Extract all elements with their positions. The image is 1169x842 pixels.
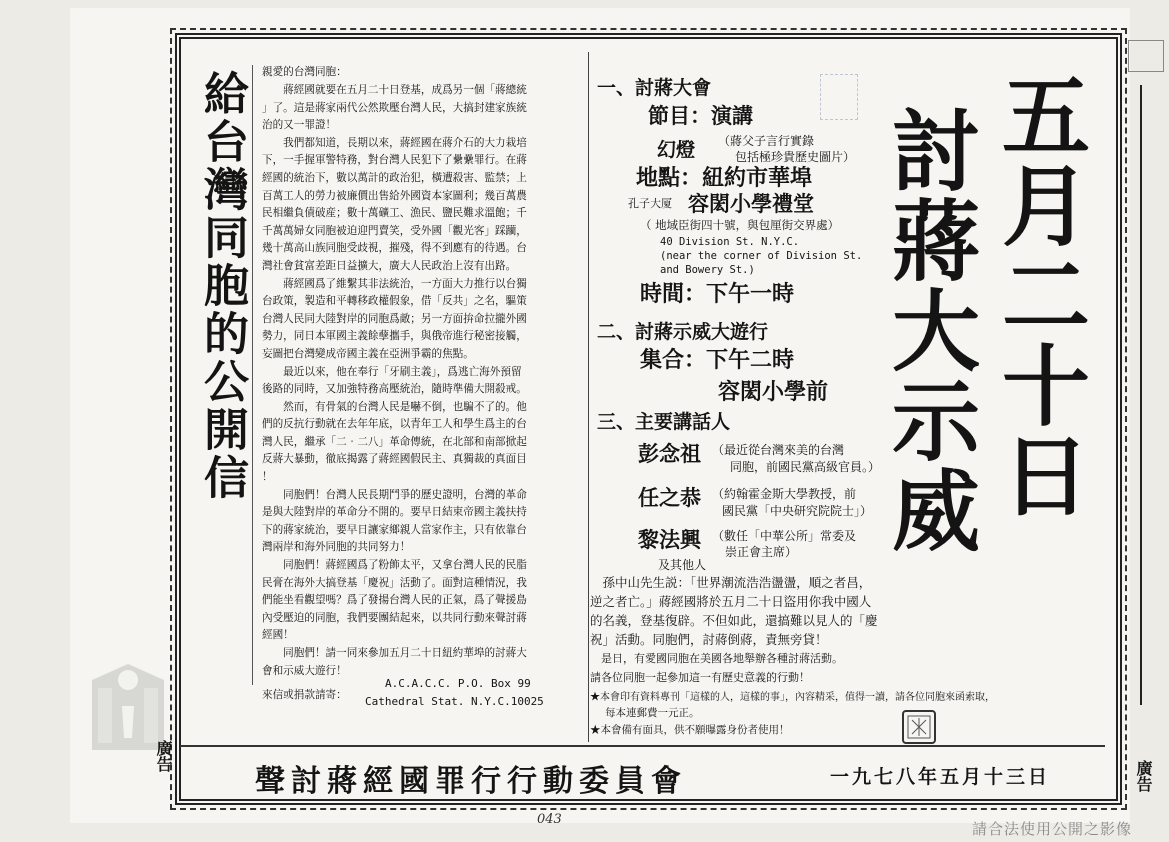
letter-line: 後路的同時，又加強特務高壓統治，隨時準備大開殺戒。 [262,383,527,396]
rally-venue: 地點：紐約市華埠 [636,165,813,191]
speakers-heading: 三、主要講話人 [597,411,731,433]
letter-line: 灣社會貧富差距日益擴大，廣大人民政治上沒有出路。 [262,259,517,272]
contact-block [262,683,347,705]
edge-rule [1140,85,1142,705]
letter-line: 同胞們！請一同來參加五月二十日紐約華埠的討蔣大 [262,647,527,659]
quote-line: 的名義，登基復辟。不但如此，還搞難以見人的「慶 [590,613,878,628]
letter-line: 台灣人民同大陸對岸的同胞爲敵；另一方面拚命拉攏外國 [262,312,527,325]
letter-line: 我們都知道，長期以來，蔣經國在蔣介石的大力栽培 [262,136,527,149]
letter-line: 同胞們！蔣經國爲了粉飾太平，又拿台灣人民的民脂 [262,559,527,572]
letter-line: 勢力，同日本軍國主義餘孽攜手，與俄帝進行秘密接觸， [262,330,527,343]
letter-line: 下的蔣家統治，要早日讓家鄉親人當家作主，只有依靠台 [262,523,527,536]
headline-column-1: 五月二十日 [988,70,1092,520]
letter-line: 內受壓迫的同胞，我們要團結起來，以共同行動來聲討蔣 [262,611,527,624]
letter-line: 台政策，製造和平轉移政權假象，借「反共」之名，驅策 [262,295,527,308]
quote-line: 請各位同胞一起參加這一有歷史意義的行動！ [590,671,810,684]
quote-line: 祝」活動。同胞們，討蔣倒蔣，責無旁貸！ [590,632,828,647]
seal-stamp-icon [900,708,938,746]
quote-block [590,573,890,687]
letter-line: 千萬萬婦女同胞被迫迎門賣笑，受外國「觀光客」踩躪， [262,224,527,237]
letter-greeting: 親愛的台灣同胞： [262,66,347,78]
speaker-name: 黎法興 [638,527,701,552]
notice-journal-line-1: ★本會印有資料專刊「這樣的人，這樣的事」，內容精采，值得一讀，請各位同胞來函索取， [590,692,995,703]
letter-line: 同胞們！台灣人民長期鬥爭的歷史證明，台灣的革命 [262,488,527,501]
letter-line: 然而，有骨氣的台灣人民是嚇不倒，也騙不了的。他 [262,400,527,413]
quote-line: 是日，有愛國同胞在美國各地舉辦各種討蔣活動。 [590,652,843,665]
letter-line: ！ [262,471,273,484]
rally-venue-name: 容閎小學禮堂 [688,191,814,216]
rally-slides-note-1: （蔣父子言行實錄 [718,134,815,148]
letter-line: 反蔣大暴動，徹底揭露了蔣經國假民主、真獨裁的真面目 [262,453,527,466]
speaker-note: 國民黨「中央研究院院士」） [722,504,873,518]
speaker-note: （最近從台灣來美的台灣 [712,443,845,457]
quote-line: 逆之者亡。」蔣經國將於五月二十日盜用你我中國人 [590,594,872,609]
rally-time: 時間：下午一時 [640,281,795,307]
speaker-note: 同胞，前國民黨高級官員。） [730,460,881,474]
rally-address-en-2: (near the corner of Division St. [660,250,863,262]
rally-address-en-3: and Bowery St.) [660,264,755,276]
letter-body [262,82,587,680]
speaker-note: （約翰霍金斯大學教授，前 [712,487,857,501]
committee-signature: 聲討蔣經國罪行行動委員會 [255,764,687,799]
letter-line: 蔣經國爲了維繫其非法統治，一方面大力推行以台獨 [262,277,527,290]
rally-venue-prefix: 孔子大厦 [628,197,672,210]
quote-line: 孫中山先生説：「世界潮流浩浩盪盪，順之者昌， [590,575,872,590]
page-number: 043 [537,812,562,827]
march-heading: 二、討蔣示威大遊行 [597,321,769,343]
march-place: 容閎小學前 [718,379,829,405]
contact-address-1: A.C.A.C.C. P.O. Box 99 [385,677,531,690]
edge-fragment [1128,40,1164,72]
speaker-note: 崇正會主席） [725,545,798,559]
letter-line: 」了。這是蔣家兩代公然欺壓台灣人民，大搞封建家族統 [262,101,527,114]
letter-line: 民膏在海外大搞登基「慶祝」活動了。面對這種情況，我 [262,576,527,589]
letter-line: 下，一手握軍警特務，對台灣人民犯下了纍纍罪行。在蔣 [262,154,527,167]
letter-line: 經國！ [262,629,294,642]
letter-line: 灣兩岸和海外同胞的共同努力！ [262,541,411,554]
publication-date: 一九七八年五月十三日 [830,766,1051,788]
rally-heading: 一、討蔣大會 [597,77,712,99]
letter-line: 治的又一罪證！ [262,119,337,132]
archive-usage-note: 請合法使用公開之影像 [972,820,1133,838]
title-rule [252,65,253,685]
letter-line: 最近以來，他在奉行「牙刷主義」，爲逃亡海外預留 [262,365,522,378]
rally-address-en-1: 40 Division St. N.Y.C. [660,236,800,248]
contact-label: 來信或捐款請寄： [262,689,347,701]
letter-line: 民相繼負債破産；數十萬礦工、漁民、鹽民難求溫飽；千 [262,207,527,220]
rally-slides: 幻燈 [657,139,696,161]
letter-line: 幾十萬高山族同胞受歧視，摧殘，得不到應有的待遇。台 [262,242,527,255]
notice-journal-line-2: 每本連郵費一元正。 [605,707,700,719]
speaker-name: 任之恭 [638,485,701,510]
stamp-number-mark [820,74,858,120]
speaker-note: （數任「中華公所」常委及 [712,529,857,543]
letter-line: 百萬工人的勞力被廉價出售給外國資本家圖利；幾百萬農 [262,189,527,202]
ad-label-left: 廣告 [154,740,173,772]
column-divider [588,52,589,742]
letter-line: 蔣經國就要在五月二十日登基，成爲另一個「蔣總統 [262,84,527,96]
letter-line: 妄圖把台灣變成帝國主義在亞洲爭霸的焦點。 [262,347,474,360]
letter-line: 們能坐看觀望嗎？爲了發揚台灣人民的正氣，爲了聲援島 [262,594,527,607]
speakers-others: 及其他人 [658,558,707,572]
contact-address-2: Cathedral Stat. N.Y.C.10025 [365,695,544,708]
headline-column-2: 討蔣大示威 [878,105,982,555]
rally-program: 節目：演講 [648,103,753,128]
letter-line: 經國的統治下，數以萬計的政治犯，橫遭殺害、監禁；上 [262,171,527,184]
letter-line: 灣人民，繼承「二‧二八」革命傳統，在北部和南部掀起 [262,435,527,448]
notice-masks: ★本會備有面具，供不願曝露身份者使用！ [590,724,790,736]
signature-divider [180,745,1105,747]
letter-line: 會和示威大遊行！ [262,664,347,677]
rally-slides-note-2: 包括極珍貴歷史圖片） [735,150,856,164]
open-letter-title: 給台灣同胞的公開信 [196,70,249,502]
march-assembly: 集合：下午二時 [640,347,795,373]
speaker-name: 彭念祖 [638,441,701,466]
letter-line: 是與大陸對岸的革命分不開的。要早日結束帝國主義扶持 [262,506,527,519]
letter-line: 們的反抗行動就在去年年底，以青年工人和學生爲主的台 [262,418,527,431]
ad-label-right: 廣告 [1134,760,1153,792]
rally-venue-note: （ 地域臣街四十號，與包厘街交界處） [640,218,840,232]
